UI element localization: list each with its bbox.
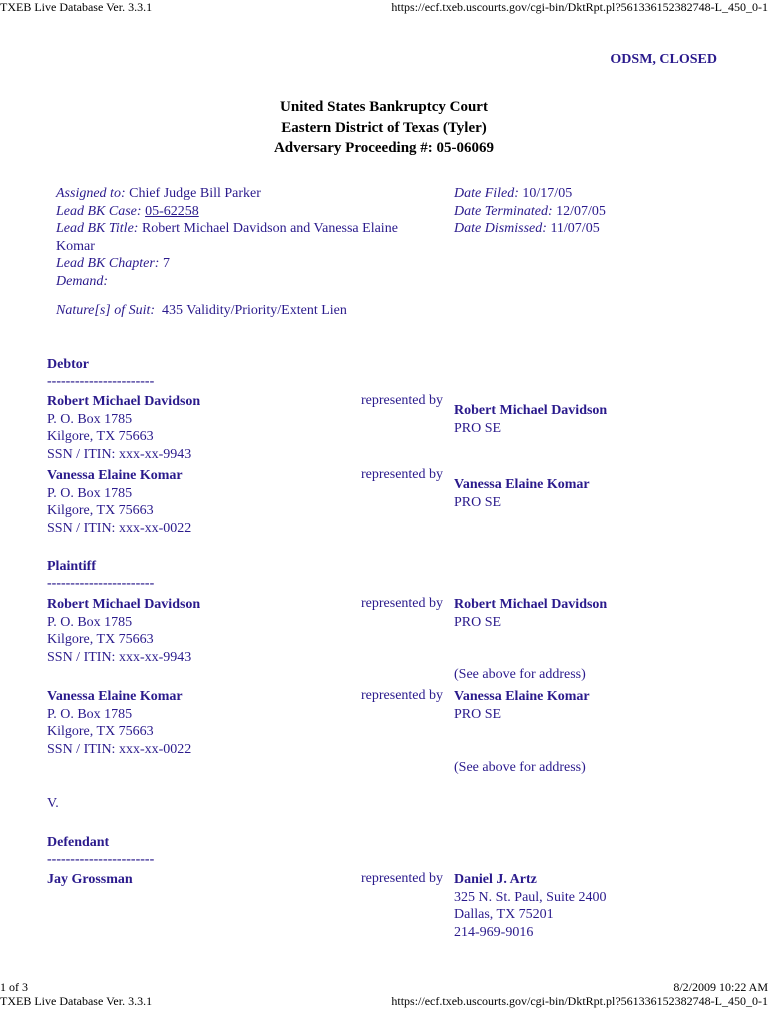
debtor-party-2 bbox=[47, 467, 191, 537]
date-dismissed-label: Date Dismissed: bbox=[454, 221, 547, 236]
plaintiff-party-2 bbox=[47, 688, 191, 758]
assigned-label: Assigned to: bbox=[56, 186, 126, 201]
assigned-judge: Chief Judge Bill Parker bbox=[129, 186, 261, 201]
lead-title-value-cont: Komar bbox=[56, 238, 95, 254]
lead-title-label: Lead BK Title: bbox=[56, 221, 139, 236]
attorney-name: Robert Michael Davidson bbox=[454, 403, 608, 418]
lead-chapter-label: Lead BK Chapter: bbox=[56, 256, 160, 271]
party-ssn: SSN / ITIN: xxx-xx-9943 bbox=[47, 446, 192, 462]
represented-by-label: represented by bbox=[361, 688, 444, 703]
party-name: Robert Michael Davidson bbox=[47, 597, 201, 612]
party-name: Robert Michael Davidson bbox=[47, 394, 201, 409]
defendant-attorney bbox=[454, 871, 606, 941]
defendant-divider: ----------------------- bbox=[47, 852, 155, 867]
party-ssn: SSN / ITIN: xxx-xx-9943 bbox=[47, 649, 192, 665]
versus: V. bbox=[47, 796, 59, 811]
print-header-title: TXEB Live Database Ver. 3.3.1 bbox=[0, 0, 153, 14]
print-header-url-2: https://ecf.txeb.uscourts.gov/cgi-bin/DktRpt.pl?561336152382748-L_450_0-1 bbox=[391, 994, 768, 1008]
defendant-heading: Defendant bbox=[47, 835, 110, 850]
party-address-2: Kilgore, TX 75663 bbox=[47, 632, 154, 647]
lead-case-label: Lead BK Case: bbox=[56, 203, 142, 219]
case-flags: ODSM, CLOSED bbox=[610, 52, 717, 67]
party-address-2: Kilgore, TX 75663 bbox=[47, 429, 154, 444]
plaintiff-party-1 bbox=[47, 596, 200, 666]
party-ssn: SSN / ITIN: xxx-xx-0022 bbox=[47, 520, 192, 536]
party-name: Vanessa Elaine Komar bbox=[47, 468, 183, 483]
debtor-heading: Debtor bbox=[47, 357, 89, 372]
party-address-2: Kilgore, TX 75663 bbox=[47, 724, 154, 739]
debtor-attorney-1 bbox=[454, 402, 607, 437]
defendant-party bbox=[47, 871, 133, 889]
debtor-divider: ----------------------- bbox=[47, 374, 155, 389]
date-terminated-label: Date Terminated: bbox=[454, 203, 553, 219]
plaintiff-attorney-1 bbox=[454, 596, 607, 631]
attorney-phone: 214-969-9016 bbox=[454, 924, 534, 940]
lead-case-link[interactable]: 05-62258 bbox=[145, 203, 199, 219]
case-info-right bbox=[454, 185, 606, 238]
plaintiff-heading: Plaintiff bbox=[47, 559, 96, 574]
lead-title-value: Robert Michael Davidson and Vanessa Elaine bbox=[141, 221, 398, 236]
print-header-title-2: TXEB Live Database Ver. 3.3.1 bbox=[0, 994, 153, 1008]
print-header-url: https://ecf.txeb.uscourts.gov/cgi-bin/DktRpt.pl?561336152382748-L_450_0-1 bbox=[391, 0, 768, 14]
see-above-note: (See above for address) bbox=[454, 760, 586, 775]
date-dismissed-value: 11/07/05 bbox=[550, 221, 600, 236]
party-address-2: Kilgore, TX 75663 bbox=[47, 503, 154, 518]
party-address-1: P. O. Box 1785 bbox=[47, 706, 133, 722]
case-info-left bbox=[56, 185, 398, 290]
debtor-party-1 bbox=[47, 393, 200, 463]
attorney-name: Vanessa Elaine Komar bbox=[454, 477, 590, 492]
court-name: United States Bankruptcy Court bbox=[280, 99, 488, 115]
represented-by-label: represented by bbox=[361, 871, 444, 886]
attorney-name: Daniel J. Artz bbox=[454, 872, 537, 887]
party-ssn: SSN / ITIN: xxx-xx-0022 bbox=[47, 741, 192, 757]
demand-label: Demand: bbox=[56, 273, 109, 289]
debtor-attorney-2 bbox=[454, 476, 590, 511]
see-above-note: (See above for address) bbox=[454, 667, 586, 682]
represented-by-label: represented by bbox=[361, 393, 444, 408]
date-filed-label: Date Filed: bbox=[454, 186, 519, 201]
date-terminated-value: 12/07/05 bbox=[556, 203, 606, 219]
attorney-pro-se: PRO SE bbox=[454, 706, 502, 722]
party-address-1: P. O. Box 1785 bbox=[47, 411, 133, 427]
attorney-address-1: 325 N. St. Paul, Suite 2400 bbox=[454, 889, 607, 905]
attorney-pro-se: PRO SE bbox=[454, 420, 502, 436]
represented-by-label: represented by bbox=[361, 467, 444, 482]
nature-value: 435 Validity/Priority/Extent Lien bbox=[162, 303, 347, 318]
party-address-1: P. O. Box 1785 bbox=[47, 485, 133, 501]
court-district: Eastern District of Texas (Tyler) bbox=[281, 120, 487, 136]
party-name: Vanessa Elaine Komar bbox=[47, 689, 183, 704]
attorney-name: Vanessa Elaine Komar bbox=[454, 689, 590, 704]
nature-label: Nature[s] of Suit: bbox=[56, 303, 156, 318]
adversary-number: Adversary Proceeding #: 05-06069 bbox=[273, 140, 495, 156]
party-address-1: P. O. Box 1785 bbox=[47, 614, 133, 630]
date-filed-value: 10/17/05 bbox=[522, 186, 573, 201]
attorney-pro-se: PRO SE bbox=[454, 614, 502, 630]
lead-chapter-value: 7 bbox=[162, 256, 170, 271]
plaintiff-attorney-2 bbox=[454, 688, 590, 723]
party-name: Jay Grossman bbox=[47, 872, 133, 887]
represented-by-label: represented by bbox=[361, 596, 444, 611]
print-footer-datetime: 8/2/2009 10:22 AM bbox=[673, 980, 768, 994]
attorney-address-2: Dallas, TX 75201 bbox=[454, 907, 554, 922]
print-footer-page: 1 of 3 bbox=[0, 980, 28, 994]
plaintiff-divider: ----------------------- bbox=[47, 576, 155, 591]
attorney-pro-se: PRO SE bbox=[454, 494, 502, 510]
attorney-name: Robert Michael Davidson bbox=[454, 597, 608, 612]
nature-of-suit bbox=[56, 302, 347, 320]
